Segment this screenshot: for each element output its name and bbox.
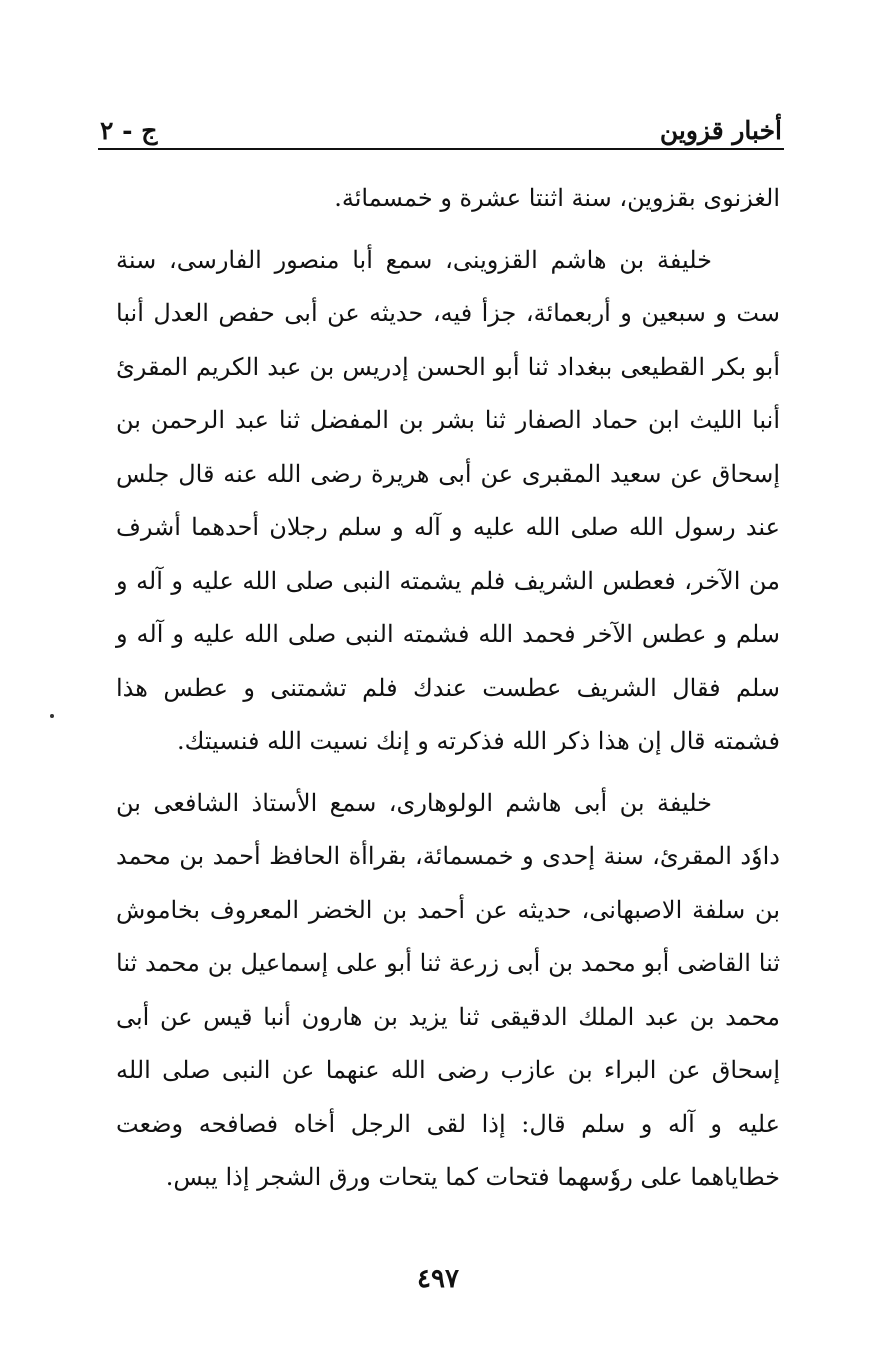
page-number: ٤٩٧ [417,1264,459,1294]
running-header [100,108,782,148]
book-title: أخبار قزوين [659,116,782,145]
margin-dot [50,714,54,718]
paragraph-2: خليفة بن هاشم القزوينى، سمع أبا منصور الفارسى، سنة ست و سبعين و أربعمائة، جزأ فيه، حديثه عن أبى حفص العدل أنبا أبو بكر القطيعى ببغداد ثنا أبو الحسن إدريس بن عبد الكريم المقرئ أنبا الليث ابن حماد الصفار ثنا بشر بن المفضل ثنا عبد الرحمن بن إسحاق عن سعيد المقبرى عن أبى هريرة رضى الله عنه قال جلس عند رسول الله صلى الله عليه و آله و سلم رجلان أحدهما أشرف من الآخر، فعطس الشريف فلم يشمته النبى صلى الله عليه و آله و سلم و عطس الآخر فحمد الله فشمته النبى صلى الله عليه و آله و سلم فقال الشريف عطست عندك فلم تشمتنى و عطس هذا فشمته قال إن هذا ذكر الله فذكرته و إنك نسيت الله فنسيتك. [116,245,780,755]
paragraph-1: الغزنوى بقزوين، سنة اثنتا عشرة و خمسمائة. [334,184,780,212]
volume-label: ج - ٢ [100,116,158,145]
paragraph-3: خليفة بن أبى هاشم الولوهارى، سمع الأستاذ الشافعى بن داوٗد المقرئ، سنة إحدى و خمسمائة، بقراأة الحافظ أحمد بن محمد بن سلفة الاصبهانى، حديثه عن أحمد بن الخضر المعروف بخاموش ثنا القاضى أبو محمد بن أبى زرعة ثنا أبو على إسماعيل بن محمد ثنا محمد بن عبد الملك الدقيقى ثنا يزيد بن هارون أنبا قيس عن أبى إسحاق عن البراء بن عازب رضى الله عنهما عن النبى صلى الله عليه و آله و سلم قال: إذا لقى الرجل أخاه فصافحه وضعت خطاياهما على روٗسهما فتحات كما يتحات ورق الشجر إذا يبس. [116,788,780,1191]
page-body [116,172,780,1213]
header-rule [98,148,784,150]
